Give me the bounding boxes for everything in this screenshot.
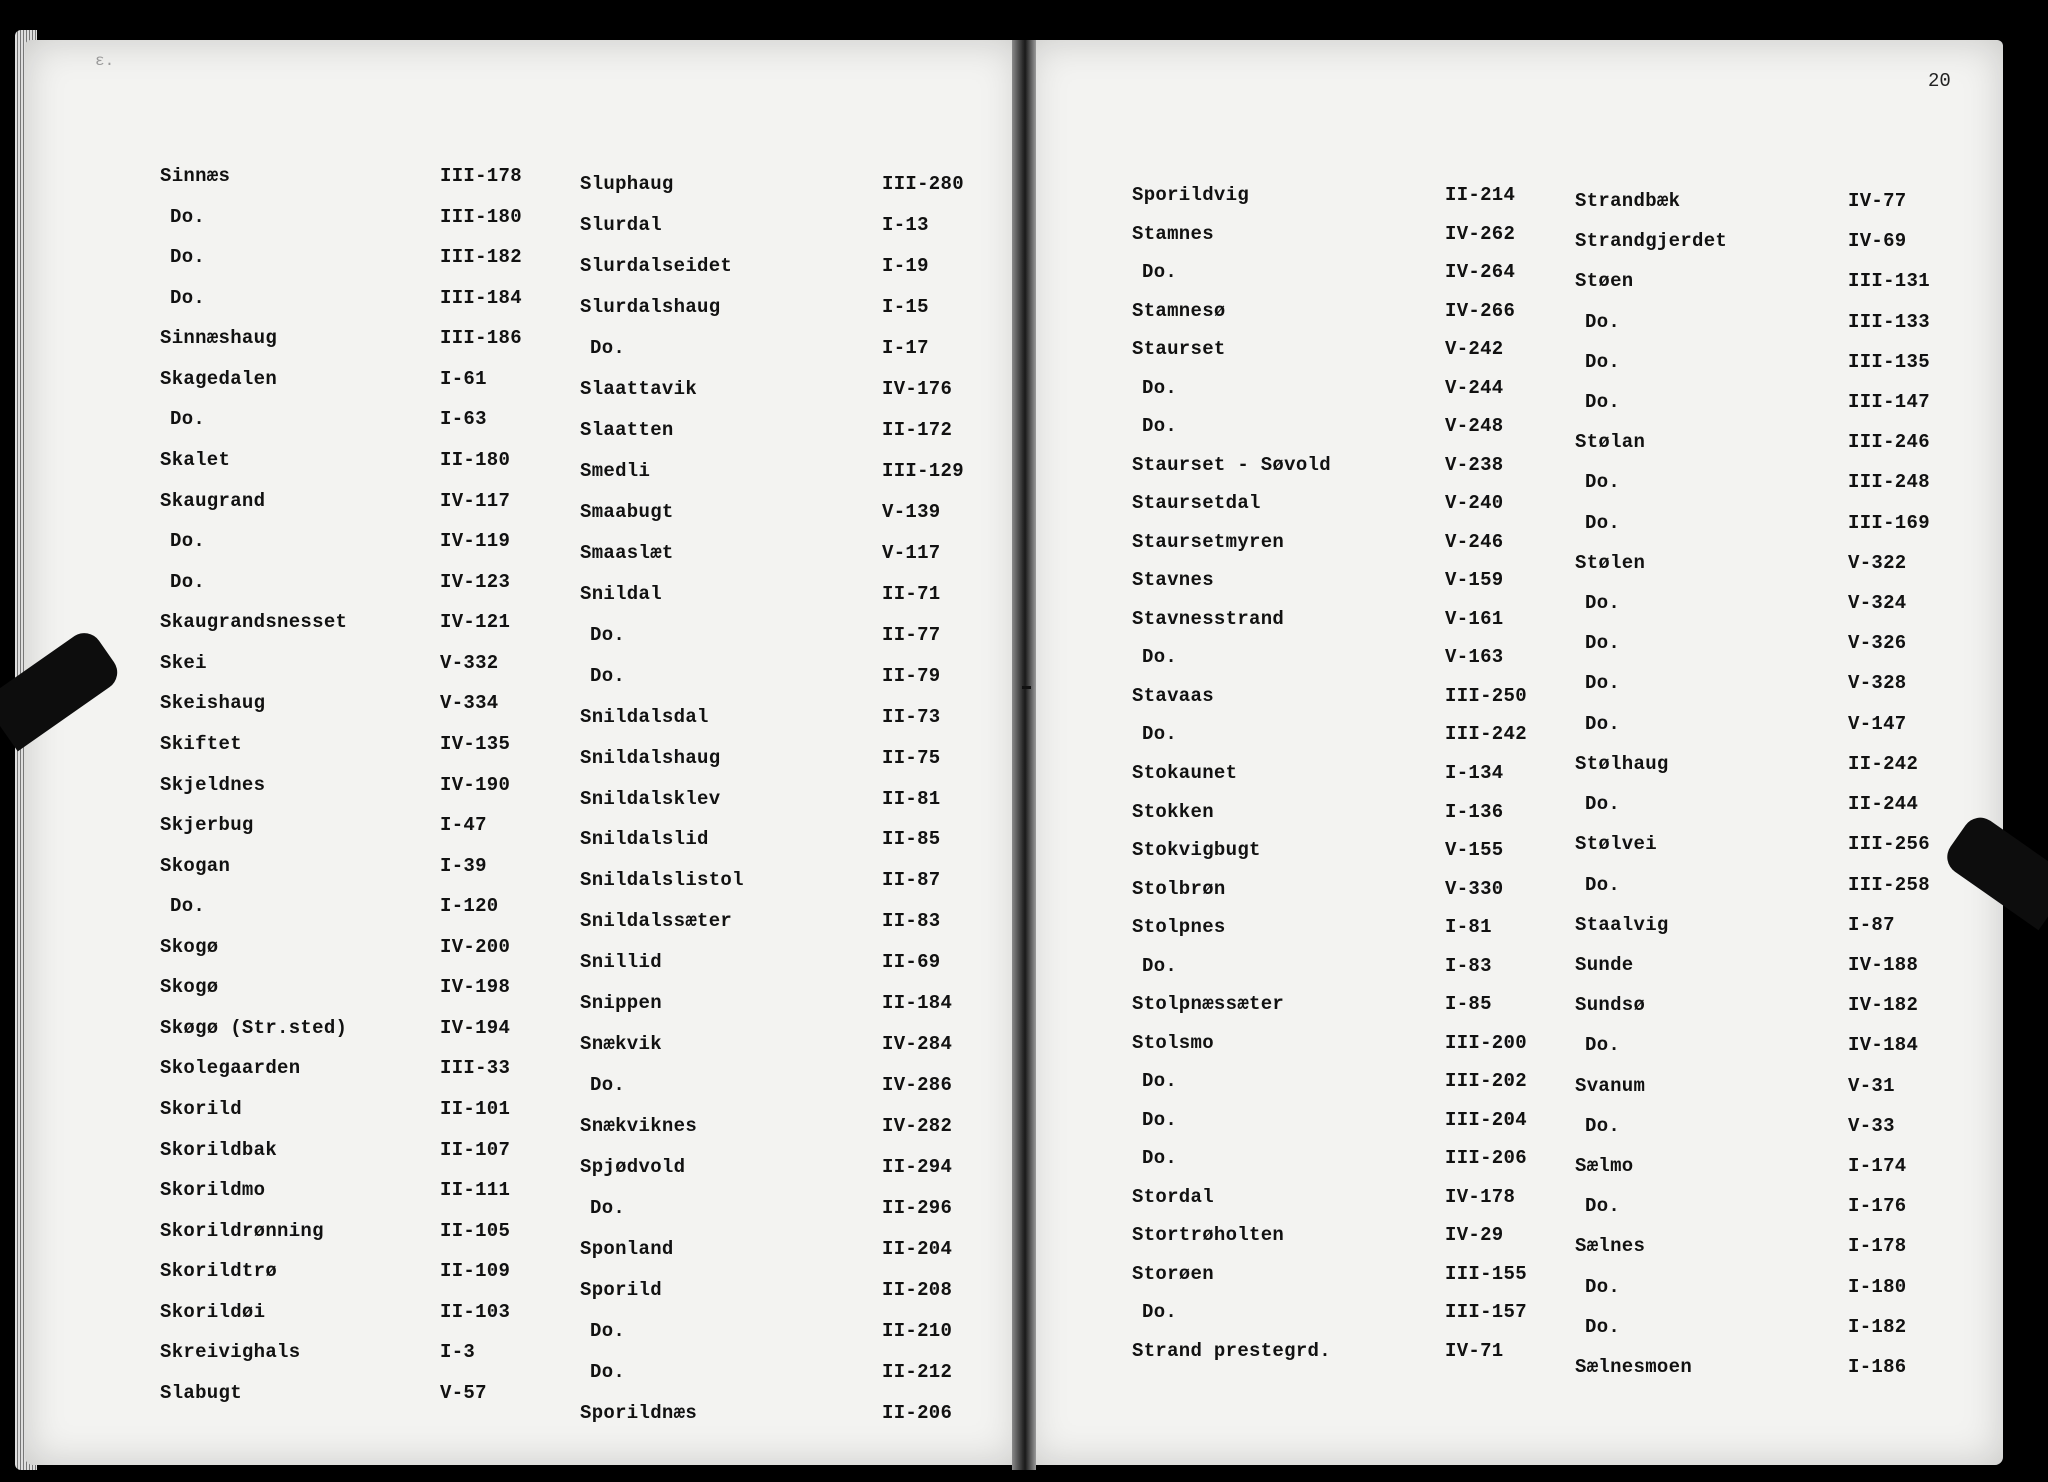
index-entry-ref: III-169 [1848, 512, 1930, 534]
index-entry-ref: IV-178 [1445, 1186, 1516, 1208]
index-entry-name: Smaabugt [580, 501, 674, 523]
index-entry-name: Sponland [580, 1238, 674, 1260]
index-entry-ref: IV-117 [440, 490, 511, 512]
index-entry-name: Do. [1142, 1147, 1178, 1169]
index-entry-name: Skagedalen [160, 368, 278, 390]
index-entry-name: Staalvig [1575, 914, 1669, 936]
index-entry-ref: II-85 [882, 828, 941, 850]
index-entry-name: Do. [1585, 1115, 1621, 1137]
index-entry-ref: V-332 [440, 652, 499, 674]
index-entry-name: Stolpnes [1132, 916, 1226, 938]
index-entry-ref: IV-182 [1848, 994, 1919, 1016]
index-entry-ref: I-134 [1445, 762, 1504, 784]
index-entry-ref: I-39 [440, 855, 487, 877]
index-entry-ref: IV-119 [440, 530, 511, 552]
index-entry-name: Sundsø [1575, 994, 1646, 1016]
index-entry-ref: V-33 [1848, 1115, 1895, 1137]
index-entry-ref: I-17 [882, 337, 929, 359]
index-entry-name: Sporildnæs [580, 1402, 698, 1424]
index-entry-name: Do. [1142, 1301, 1178, 1323]
index-entry-ref: II-79 [882, 665, 941, 687]
index-entry-ref: III-147 [1848, 391, 1930, 413]
index-entry-name: Do. [590, 1197, 626, 1219]
index-entry-name: Skreivighals [160, 1341, 301, 1363]
index-entry-name: Skjeldnes [160, 774, 266, 796]
index-entry-ref: III-256 [1848, 833, 1930, 855]
index-entry-ref: I-13 [882, 214, 929, 236]
index-entry-name: Slurdalshaug [580, 296, 721, 318]
index-entry-name: Stokken [1132, 801, 1214, 823]
index-entry-name: Skogan [160, 855, 231, 877]
index-entry-name: Do. [1142, 261, 1178, 283]
index-entry-name: Snildalslistol [580, 869, 744, 891]
index-entry-ref: II-83 [882, 910, 941, 932]
index-entry-ref: V-322 [1848, 552, 1907, 574]
index-entry-name: Stamnes [1132, 223, 1214, 245]
index-entry-ref: I-180 [1848, 1276, 1907, 1298]
index-entry-name: Snildalslid [580, 828, 709, 850]
index-entry-name: Snildalssæter [580, 910, 733, 932]
index-entry-name: Do. [590, 624, 626, 646]
index-entry-name: Do. [170, 571, 206, 593]
index-entry-name: Sinnæs [160, 165, 231, 187]
index-entry-name: Strandbæk [1575, 190, 1681, 212]
index-entry-name: Do. [170, 895, 206, 917]
index-entry-name: Skogø [160, 976, 219, 998]
index-entry-name: Stokaunet [1132, 762, 1238, 784]
index-entry-name: Stolbrøn [1132, 878, 1226, 900]
index-entry-ref: IV-266 [1445, 300, 1516, 322]
index-entry-name: Spjødvold [580, 1156, 686, 1178]
index-entry-name: Do. [1585, 874, 1621, 896]
index-entry-ref: IV-198 [440, 976, 511, 998]
index-entry-name: Stolpnæssæter [1132, 993, 1285, 1015]
index-entry-ref: I-120 [440, 895, 499, 917]
index-entry-ref: II-244 [1848, 793, 1919, 815]
book-gutter [1012, 40, 1036, 1470]
index-entry-ref: III-178 [440, 165, 522, 187]
index-entry-name: Do. [590, 1361, 626, 1383]
index-entry-name: Slabugt [160, 1382, 242, 1404]
index-entry-ref: III-248 [1848, 471, 1930, 493]
index-entry-name: Smaaslæt [580, 542, 674, 564]
index-entry-name: Do. [170, 287, 206, 309]
corner-mark: ε. [95, 52, 115, 70]
index-entry-name: Strand prestegrd. [1132, 1340, 1331, 1362]
index-entry-name: Skjerbug [160, 814, 254, 836]
index-entry-ref: IV-264 [1445, 261, 1516, 283]
index-entry-name: Do. [170, 246, 206, 268]
index-entry-ref: IV-121 [440, 611, 511, 633]
index-entry-ref: IV-188 [1848, 954, 1919, 976]
index-entry-name: Sunde [1575, 954, 1634, 976]
index-entry-name: Skolegaarden [160, 1057, 301, 1079]
index-entry-name: Svanum [1575, 1075, 1646, 1097]
index-entry-ref: II-69 [882, 951, 941, 973]
index-entry-ref: V-155 [1445, 839, 1504, 861]
index-entry-ref: V-31 [1848, 1075, 1895, 1097]
index-entry-ref: V-147 [1848, 713, 1907, 735]
index-entry-ref: II-81 [882, 788, 941, 810]
index-entry-name: Do. [1142, 955, 1178, 977]
index-entry-name: Stortrøholten [1132, 1224, 1285, 1246]
index-entry-ref: V-139 [882, 501, 941, 523]
index-entry-name: Do. [1142, 1070, 1178, 1092]
index-entry-name: Slaattavik [580, 378, 698, 400]
index-entry-name: Snillid [580, 951, 662, 973]
index-entry-ref: I-15 [882, 296, 929, 318]
index-entry-ref: II-184 [882, 992, 953, 1014]
index-entry-ref: I-19 [882, 255, 929, 277]
index-entry-name: Sinnæshaug [160, 327, 278, 349]
index-entry-ref: IV-284 [882, 1033, 953, 1055]
index-entry-ref: V-240 [1445, 492, 1504, 514]
index-entry-ref: III-250 [1445, 685, 1527, 707]
index-entry-ref: III-129 [882, 460, 964, 482]
index-entry-name: Stamnesø [1132, 300, 1226, 322]
index-entry-name: Stølen [1575, 552, 1646, 574]
index-entry-name: Snippen [580, 992, 662, 1014]
index-entry-ref: I-61 [440, 368, 487, 390]
index-entry-name: Slaatten [580, 419, 674, 441]
index-entry-ref: V-244 [1445, 377, 1504, 399]
index-entry-ref: II-180 [440, 449, 511, 471]
index-entry-ref: V-324 [1848, 592, 1907, 614]
index-entry-ref: II-242 [1848, 753, 1919, 775]
index-entry-name: Sluphaug [580, 173, 674, 195]
index-entry-name: Skei [160, 652, 207, 674]
index-entry-name: Stavnesstrand [1132, 608, 1285, 630]
index-entry-ref: IV-29 [1445, 1224, 1504, 1246]
index-entry-ref: V-57 [440, 1382, 487, 1404]
index-entry-ref: IV-69 [1848, 230, 1907, 252]
index-entry-ref: II-77 [882, 624, 941, 646]
index-entry-ref: III-200 [1445, 1032, 1527, 1054]
index-entry-name: Stavaas [1132, 685, 1214, 707]
index-entry-name: Do. [1142, 723, 1178, 745]
index-entry-ref: I-178 [1848, 1235, 1907, 1257]
index-entry-name: Skaugrand [160, 490, 266, 512]
index-entry-ref: II-87 [882, 869, 941, 891]
index-entry-name: Snildalsklev [580, 788, 721, 810]
index-entry-name: Storøen [1132, 1263, 1214, 1285]
index-entry-name: Staursetdal [1132, 492, 1261, 514]
index-entry-ref: II-73 [882, 706, 941, 728]
index-entry-name: Skiftet [160, 733, 242, 755]
index-entry-ref: V-334 [440, 692, 499, 714]
index-entry-name: Stølan [1575, 431, 1646, 453]
index-entry-name: Skalet [160, 449, 231, 471]
index-entry-ref: IV-77 [1848, 190, 1907, 212]
index-entry-name: Do. [170, 408, 206, 430]
index-entry-ref: V-246 [1445, 531, 1504, 553]
index-entry-name: Skorild [160, 1098, 242, 1120]
index-entry-ref: III-206 [1445, 1147, 1527, 1169]
index-entry-name: Do. [590, 337, 626, 359]
index-entry-ref: I-186 [1848, 1356, 1907, 1378]
index-entry-name: Do. [1585, 512, 1621, 534]
index-entry-ref: II-210 [882, 1320, 953, 1342]
index-entry-ref: I-182 [1848, 1316, 1907, 1338]
index-entry-ref: II-109 [440, 1260, 511, 1282]
index-entry-name: Do. [170, 206, 206, 228]
index-entry-ref: III-155 [1445, 1263, 1527, 1285]
index-entry-name: Skeishaug [160, 692, 266, 714]
index-entry-ref: IV-176 [882, 378, 953, 400]
index-entry-name: Do. [1585, 311, 1621, 333]
index-entry-ref: IV-200 [440, 936, 511, 958]
index-entry-ref: III-157 [1445, 1301, 1527, 1323]
index-entry-ref: II-204 [882, 1238, 953, 1260]
index-entry-ref: II-105 [440, 1220, 511, 1242]
index-entry-ref: V-238 [1445, 454, 1504, 476]
index-entry-name: Do. [1585, 592, 1621, 614]
index-entry-ref: IV-123 [440, 571, 511, 593]
index-entry-ref: IV-286 [882, 1074, 953, 1096]
index-entry-name: Do. [590, 1074, 626, 1096]
index-entry-name: Staurset - Søvold [1132, 454, 1331, 476]
index-entry-ref: II-107 [440, 1139, 511, 1161]
index-entry-name: Slurdalseidet [580, 255, 733, 277]
index-entry-ref: III-258 [1848, 874, 1930, 896]
index-entry-name: Sælnesmoen [1575, 1356, 1693, 1378]
index-entry-name: Snildalshaug [580, 747, 721, 769]
index-entry-name: Do. [1142, 415, 1178, 437]
index-entry-name: Staurset [1132, 338, 1226, 360]
index-entry-ref: V-163 [1445, 646, 1504, 668]
index-entry-ref: I-85 [1445, 993, 1492, 1015]
index-entry-name: Do. [1585, 793, 1621, 815]
index-entry-name: Do. [1585, 471, 1621, 493]
index-entry-name: Do. [1585, 351, 1621, 373]
index-entry-ref: III-131 [1848, 270, 1930, 292]
index-entry-name: Strandgjerdet [1575, 230, 1728, 252]
index-entry-ref: I-87 [1848, 914, 1895, 936]
index-entry-ref: II-71 [882, 583, 941, 605]
index-entry-name: Snildal [580, 583, 662, 605]
index-entry-name: Do. [1142, 1109, 1178, 1131]
index-entry-ref: V-161 [1445, 608, 1504, 630]
index-entry-ref: II-206 [882, 1402, 953, 1424]
index-entry-ref: V-248 [1445, 415, 1504, 437]
index-entry-ref: V-242 [1445, 338, 1504, 360]
index-entry-name: Sælmo [1575, 1155, 1634, 1177]
index-entry-name: Snækvik [580, 1033, 662, 1055]
index-entry-ref: IV-262 [1445, 223, 1516, 245]
index-entry-ref: I-3 [440, 1341, 476, 1363]
index-entry-ref: I-83 [1445, 955, 1492, 977]
index-entry-name: Stordal [1132, 1186, 1214, 1208]
index-entry-ref: I-176 [1848, 1195, 1907, 1217]
index-entry-name: Sporild [580, 1279, 662, 1301]
index-entry-name: Skaugrandsnesset [160, 611, 348, 633]
index-entry-ref: II-103 [440, 1301, 511, 1323]
index-entry-name: Do. [1585, 1195, 1621, 1217]
index-entry-ref: III-135 [1848, 351, 1930, 373]
index-entry-name: Slurdal [580, 214, 662, 236]
index-entry-ref: II-294 [882, 1156, 953, 1178]
index-entry-ref: II-111 [440, 1179, 511, 1201]
index-entry-ref: IV-282 [882, 1115, 953, 1137]
index-entry-name: Snildalsdal [580, 706, 709, 728]
index-entry-ref: IV-190 [440, 774, 511, 796]
index-entry-ref: III-280 [882, 173, 964, 195]
index-entry-ref: V-328 [1848, 672, 1907, 694]
index-entry-name: Skorildmo [160, 1179, 266, 1201]
index-entry-name: Do. [1585, 1276, 1621, 1298]
index-entry-ref: IV-135 [440, 733, 511, 755]
index-entry-ref: III-204 [1445, 1109, 1527, 1131]
index-entry-ref: IV-184 [1848, 1034, 1919, 1056]
index-entry-ref: V-159 [1445, 569, 1504, 591]
index-entry-ref: III-186 [440, 327, 522, 349]
index-entry-ref: III-184 [440, 287, 522, 309]
index-entry-name: Do. [1585, 672, 1621, 694]
index-entry-name: Skorildøi [160, 1301, 266, 1323]
index-entry-name: Stolsmo [1132, 1032, 1214, 1054]
index-entry-ref: II-208 [882, 1279, 953, 1301]
index-entry-name: Do. [590, 1320, 626, 1342]
index-entry-name: Skorildtrø [160, 1260, 278, 1282]
index-entry-ref: I-174 [1848, 1155, 1907, 1177]
index-entry-name: Skorildrønning [160, 1220, 324, 1242]
index-entry-name: Stavnes [1132, 569, 1214, 591]
index-entry-ref: I-63 [440, 408, 487, 430]
index-entry-name: Do. [170, 530, 206, 552]
index-entry-ref: III-242 [1445, 723, 1527, 745]
index-entry-ref: V-117 [882, 542, 941, 564]
index-entry-name: Støen [1575, 270, 1634, 292]
index-entry-name: Do. [1585, 632, 1621, 654]
index-entry-ref: V-330 [1445, 878, 1504, 900]
index-entry-ref: II-75 [882, 747, 941, 769]
index-entry-name: Do. [590, 665, 626, 687]
index-entry-name: Do. [1142, 646, 1178, 668]
index-entry-ref: V-326 [1848, 632, 1907, 654]
index-entry-ref: II-296 [882, 1197, 953, 1219]
index-entry-ref: II-214 [1445, 184, 1516, 206]
index-entry-ref: I-81 [1445, 916, 1492, 938]
index-entry-ref: I-136 [1445, 801, 1504, 823]
index-entry-name: Skogø [160, 936, 219, 958]
index-entry-name: Do. [1585, 713, 1621, 735]
index-entry-name: Sporildvig [1132, 184, 1250, 206]
index-entry-name: Skøgø (Str.sted) [160, 1017, 348, 1039]
index-entry-name: Stølhaug [1575, 753, 1669, 775]
index-entry-name: Do. [1585, 391, 1621, 413]
index-entry-name: Do. [1585, 1034, 1621, 1056]
gutter-mark [1022, 686, 1031, 689]
index-entry-ref: II-172 [882, 419, 953, 441]
index-entry-ref: III-180 [440, 206, 522, 228]
index-entry-ref: IV-194 [440, 1017, 511, 1039]
index-entry-name: Smedli [580, 460, 651, 482]
index-entry-name: Do. [1142, 377, 1178, 399]
page-number: 20 [1928, 70, 1951, 92]
index-entry-ref: III-133 [1848, 311, 1930, 333]
index-entry-name: Staursetmyren [1132, 531, 1285, 553]
index-entry-ref: III-33 [440, 1057, 511, 1079]
index-entry-ref: IV-71 [1445, 1340, 1504, 1362]
index-entry-ref: III-202 [1445, 1070, 1527, 1092]
index-entry-name: Skorildbak [160, 1139, 278, 1161]
index-entry-name: Stølvei [1575, 833, 1657, 855]
index-entry-name: Snækviknes [580, 1115, 698, 1137]
index-entry-ref: III-182 [440, 246, 522, 268]
index-entry-name: Stokvigbugt [1132, 839, 1261, 861]
index-entry-ref: II-101 [440, 1098, 511, 1120]
index-entry-name: Do. [1585, 1316, 1621, 1338]
index-entry-ref: III-246 [1848, 431, 1930, 453]
index-entry-ref: I-47 [440, 814, 487, 836]
index-entry-name: Sælnes [1575, 1235, 1646, 1257]
index-entry-ref: II-212 [882, 1361, 953, 1383]
